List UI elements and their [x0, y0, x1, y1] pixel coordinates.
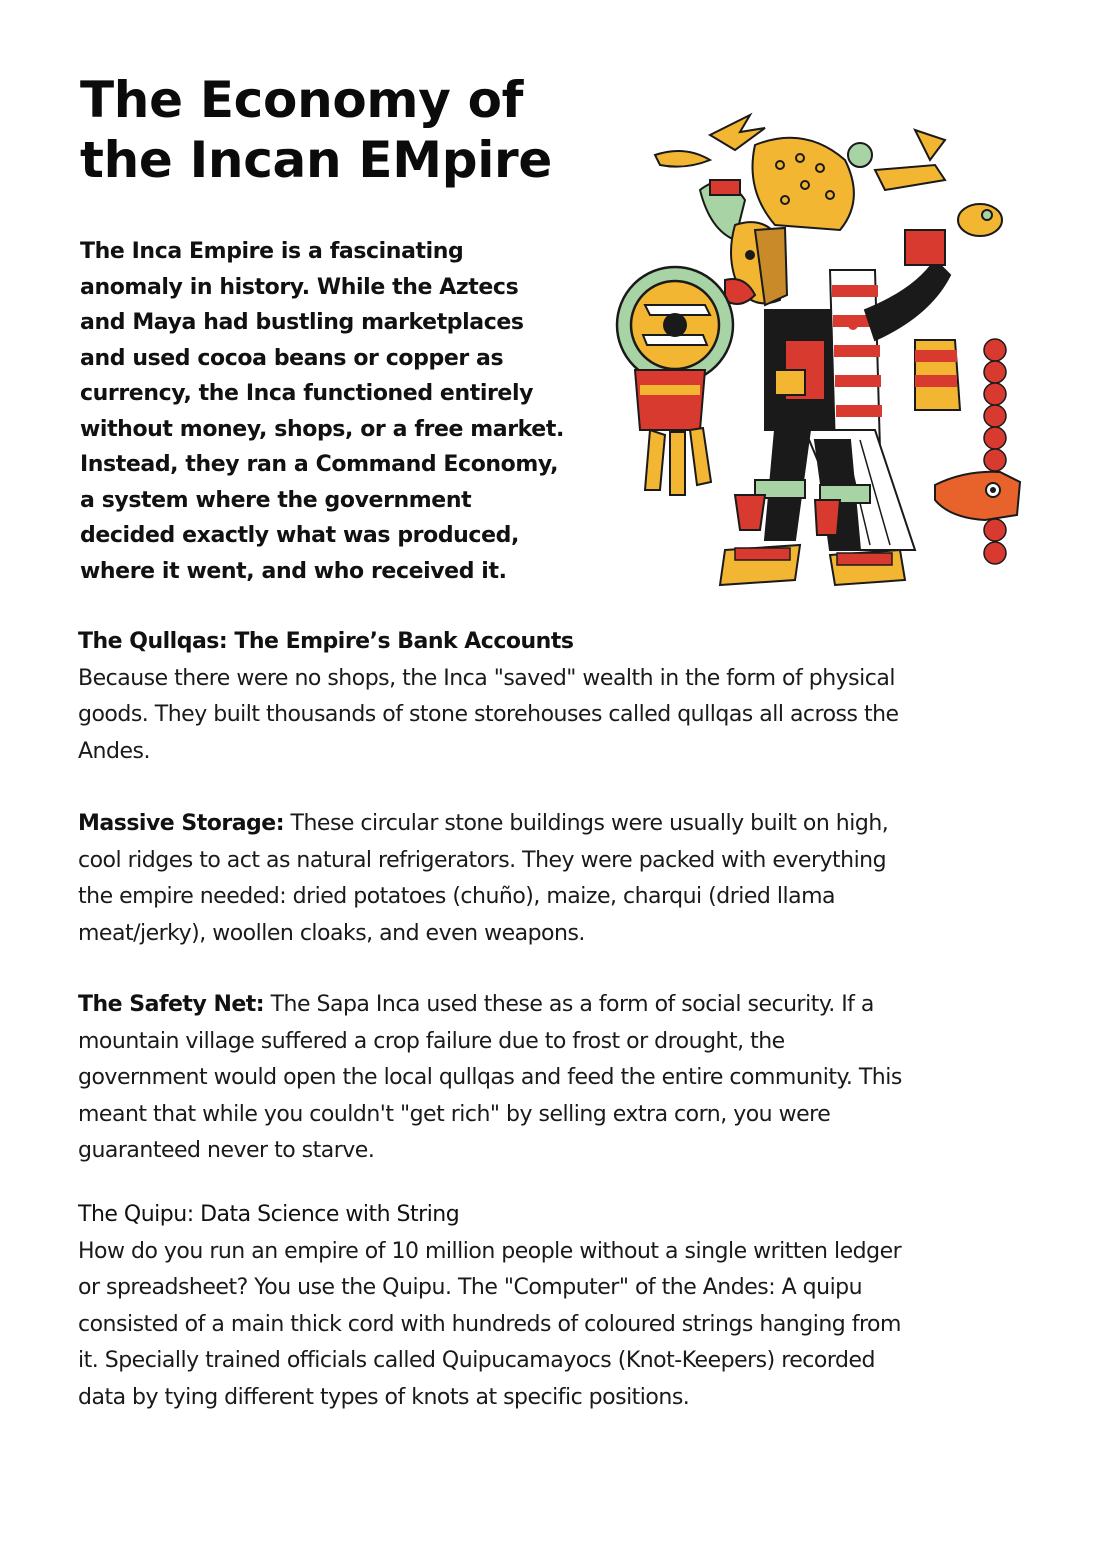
intro-line: where it went, and who received it.	[80, 558, 507, 584]
intro-line: The Inca Empire is a fascinating	[80, 239, 464, 264]
aztec-codex-deity-figure-icon	[615, 110, 1035, 590]
intro-line: without money, shops, or a free market.	[80, 416, 564, 442]
intro-line: Instead, they ran a Command Economy,	[80, 452, 559, 477]
intro-line: currency, the Inca functioned entirely	[80, 381, 534, 406]
section-qullqas	[78, 624, 1038, 770]
page-title-line-2: the Incan EMpire	[80, 131, 553, 189]
page-title-line-1: The Economy of	[80, 71, 524, 129]
section-line: or spreadsheet? You use the Quipu. The "Computer" of the Andes: A quipu	[78, 1275, 863, 1300]
section-line: goods. They built thousands of stone storehouses called qullqas all across the	[78, 702, 899, 727]
section-heading: The Quipu: Data Science with String	[78, 1202, 460, 1227]
section-quipu	[78, 1197, 1038, 1416]
intro-line: decided exactly what was produced,	[80, 523, 519, 548]
section-lead-text: The Sapa Inca used these as a form of social security. If a	[264, 992, 874, 1017]
section-line: consisted of a main thick cord with hundreds of coloured strings hanging from	[78, 1311, 901, 1337]
page-title	[80, 70, 600, 190]
intro-line: and used cocoa beans or copper as	[80, 345, 504, 371]
section-lead: Massive Storage:	[78, 811, 285, 836]
section-lead: The Safety Net:	[78, 992, 265, 1017]
section-heading: The Qullqas: The Empire’s Bank Accounts	[78, 629, 574, 654]
section-safety-net	[78, 987, 1038, 1170]
section-lead-text: These circular stone buildings were usually built on high,	[284, 811, 889, 836]
section-line: meat/jerky), woollen cloaks, and even weapons.	[78, 920, 585, 946]
section-line: mountain village suffered a crop failure due to frost or drought, the	[78, 1028, 785, 1054]
intro-paragraph	[80, 234, 620, 589]
section-first-line	[78, 987, 1038, 1024]
section-line: guaranteed never to starve.	[78, 1138, 375, 1163]
section-line: it. Specially trained officials called Quipucamayocs (Knot-Keepers) recorded	[78, 1348, 875, 1373]
section-line: Andes.	[78, 738, 150, 764]
section-first-line	[78, 806, 1038, 843]
section-massive-storage	[78, 806, 1038, 952]
intro-line: and Maya had bustling marketplaces	[80, 310, 524, 335]
section-line: data by tying different types of knots at specific positions.	[78, 1384, 690, 1410]
intro-line: anomaly in history. While the Aztecs	[80, 274, 519, 300]
section-line: government would open the local qullqas and feed the entire community. This	[78, 1065, 902, 1090]
section-line: How do you run an empire of 10 million people without a single written ledger	[78, 1238, 902, 1264]
section-line: Because there were no shops, the Inca "saved" wealth in the form of physical	[78, 665, 895, 691]
section-line: meant that while you couldn't "get rich" by selling extra corn, you were	[78, 1101, 831, 1127]
intro-line: a system where the government	[80, 487, 472, 513]
section-line: cool ridges to act as natural refrigerators. They were packed with everything	[78, 847, 887, 873]
section-line: the empire needed: dried potatoes (chuño), maize, charqui (dried llama	[78, 884, 835, 909]
